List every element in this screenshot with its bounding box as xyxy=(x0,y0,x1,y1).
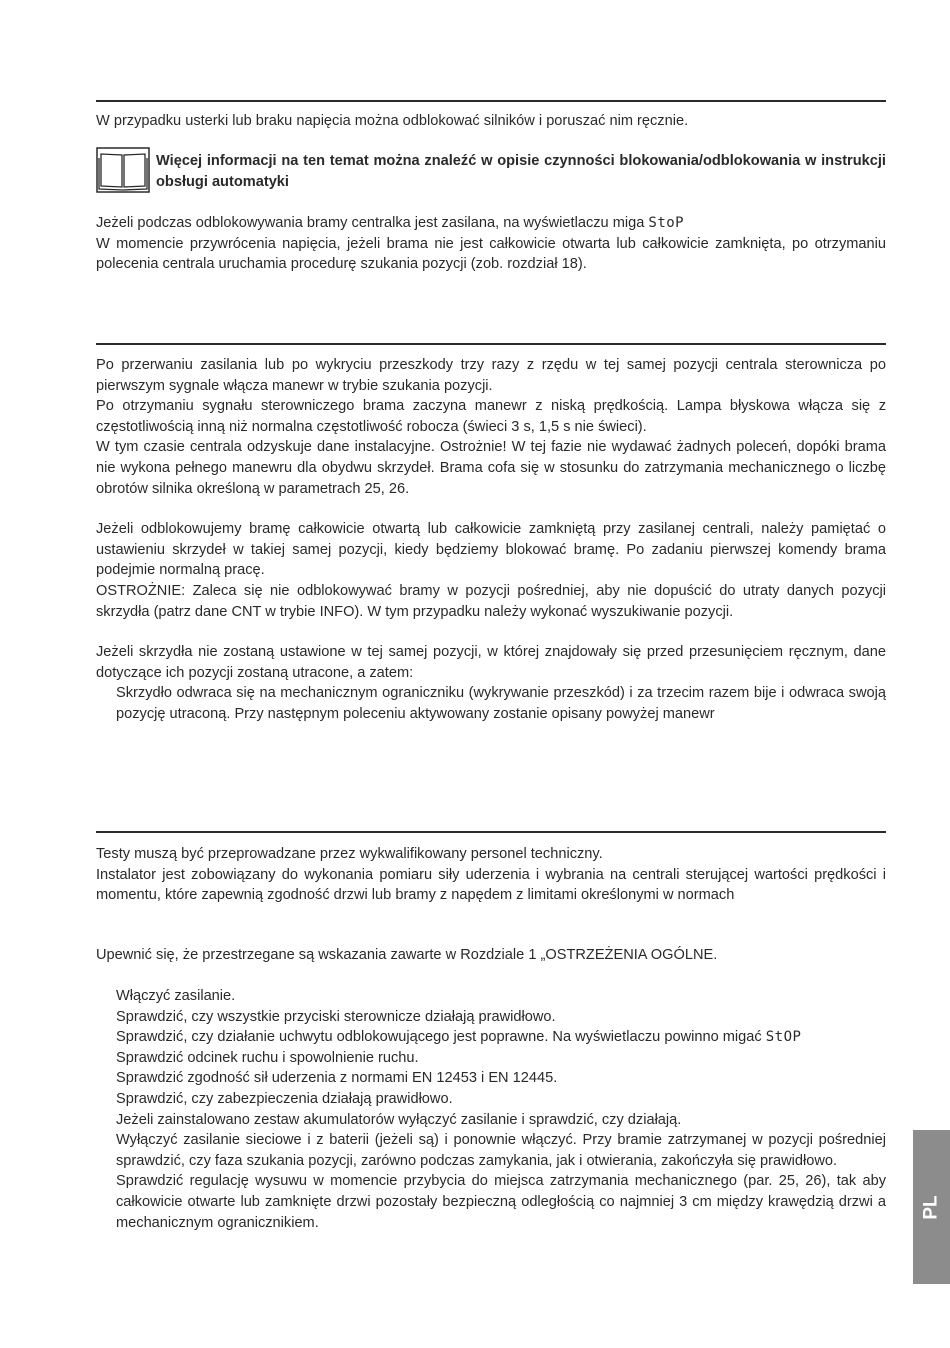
installer-duty-paragraph: Instalator jest zobowiązany do wykonania pomiaru siły uderzenia i wybrania na centrali sterującej wartości prędkości i momentu, które zapewnią zgodność drzwi lub bramy z napędem z limitami określonymi w normach xyxy=(96,866,886,904)
recovery-paragraph: W tym czasie centrala odzyskuje dane instalacyjne. Ostrożnie! W tej fazie nie wydawać żadnych poleceń, dopóki brama nie wykona pełnego manewru dla obydwu skrzydeł. Brama cofa się w stosunku do zatrzymania mechanicznego o liczbę obrotów silnika określoną w parametrach 25, 26. xyxy=(96,439,886,497)
section-divider-2 xyxy=(96,343,886,345)
list-item: Sprawdzić, czy zabezpieczenia działają prawidłowo. xyxy=(116,1090,453,1107)
power-restore-paragraph: W momencie przywrócenia napięcia, jeżeli brama nie jest całkowicie otwarta lub całkowicie zamknięta, po otrzymaniu polecenia centrala uruchamia procedurę szukania pozycji (zob. rozdział 18). xyxy=(96,235,886,273)
list-item: Sprawdzić odcinek ruchu i spowolnienie ruchu. xyxy=(116,1049,419,1066)
display-code: StoP xyxy=(648,215,685,231)
list-item: Sprawdzić, czy wszystkie przyciski sterownicze działają prawidłowo. xyxy=(116,1008,556,1025)
list-item: Jeżeli zainstalowano zestaw akumulatorów wyłączyć zasilanie i sprawdzić, czy działają. xyxy=(116,1111,682,1128)
language-tab-label: PL xyxy=(921,1194,942,1220)
testing-personnel-paragraph: Testy muszą być przeprowadzane przez wykwalifikowany personel techniczny. xyxy=(96,846,603,862)
open-book-icon xyxy=(96,147,150,193)
section-2-body xyxy=(96,355,886,725)
list-item-text: Sprawdzić, czy działanie uchwytu odblokowującego jest poprawne. Na wyświetlaczu powinno migać xyxy=(116,1029,766,1046)
list-item xyxy=(96,1027,886,1048)
list-item: Włączyć zasilanie. xyxy=(116,988,236,1004)
section-3-intro xyxy=(96,844,886,906)
position-search-paragraph: Po przerwaniu zasilania lub po wykryciu przeszkody trzy razy z rzędu w tej samej pozycji centrala sterownicza po pierwszym sygnale włącza manewr w trybie szukania pozycji. xyxy=(96,357,886,394)
language-tab xyxy=(913,1130,950,1284)
caution-paragraph: OSTROŻNIE: Zaleca się nie odblokowywać bramy w pozycji pośredniej, aby nie dopuścić do utraty danych pozycji skrzydła (patrz dane CNT w trybie INFO). W tym przypadku należy wykonać wyszukiwanie pozycji. xyxy=(96,582,886,620)
test-checklist xyxy=(96,986,886,1233)
display-info-text: Jeżeli podczas odblokowywania bramy centralka jest zasilana, na wyświetlaczu miga xyxy=(96,215,649,231)
display-code: StOP xyxy=(765,1029,802,1046)
section-1-intro xyxy=(96,111,886,132)
general-warnings-paragraph: Upewnić się, że przestrzegane są wskazania zawarte w Rozdziale 1 „OSTRZEŻENIA OGÓLNE. xyxy=(96,947,718,963)
manual-note-text: Więcej informacji na ten temat można znaleźć w opisie czynności blokowania/odblokowania w instrukcji obsługi automatyki xyxy=(156,153,886,190)
section-1-body xyxy=(96,213,886,275)
section-divider-1 xyxy=(96,100,886,102)
low-speed-paragraph: Po otrzymaniu sygnału sterowniczego brama zaczyna manewr z niską prędkością. Lampa błyskowa włącza się z częstotliwością inną niż normalna częstotliwość robocza (świeci 3 s, 1,5 s nie świeci). xyxy=(96,398,886,435)
manual-note xyxy=(96,143,886,193)
wing-reversal-paragraph: Skrzydło odwraca się na mechanicznym ograniczniku (wykrywanie przeszkód) i za trzecim razem bije i odwraca swoją pozycję utraconą. Przy następnym poleceniu aktywowany zostanie opisany powyżej manewr xyxy=(116,685,886,722)
display-info-paragraph xyxy=(96,213,886,234)
list-item: Sprawdzić zgodność sił uderzenia z normami EN 12453 i EN 12445. xyxy=(116,1070,558,1087)
list-item: Wyłączyć zasilanie sieciowe i z baterii (jeżeli są) i ponownie włączyć. Przy bramie zatrzymanej w pozycji pośredniej sprawdzić, czy faza szukania pozycji, zarówno podczas zamykania, jak i otwierania, zakończyła się prawidłowo. xyxy=(116,1132,886,1169)
position-lost-paragraph: Jeżeli skrzydła nie zostaną ustawione w tej samej pozycji, w której znajdowały się przed przesunięciem ręcznym, dane dotyczące ich pozycji zostaną utracone, a zatem: xyxy=(96,644,886,681)
section-divider-3 xyxy=(96,831,886,833)
intro-paragraph: W przypadku usterki lub braku napięcia można odblokować silników i poruszać nim ręcznie. xyxy=(96,113,689,129)
section-3-warning xyxy=(96,945,886,966)
list-item: Sprawdzić regulację wysuwu w momencie przybycia do miejsca zatrzymania mechanicznego (par. 25, 26), tak aby całkowicie otwarte lub zamknięte drzwi pozostały bezpieczną odległością co najmniej 3 cm między krawędzią drzwi a mechanicznym ogranicznikiem. xyxy=(116,1173,886,1231)
unlock-paragraph: Jeżeli odblokowujemy bramę całkowicie otwartą lub całkowicie zamkniętą przy zasilanej centrali, należy pamiętać o ustawieniu skrzydeł w takiej samej pozycji, kiedy będziemy blokować bramę. Po zadaniu pierwszej komendy brama podejmie normalną pracę. xyxy=(96,521,886,579)
